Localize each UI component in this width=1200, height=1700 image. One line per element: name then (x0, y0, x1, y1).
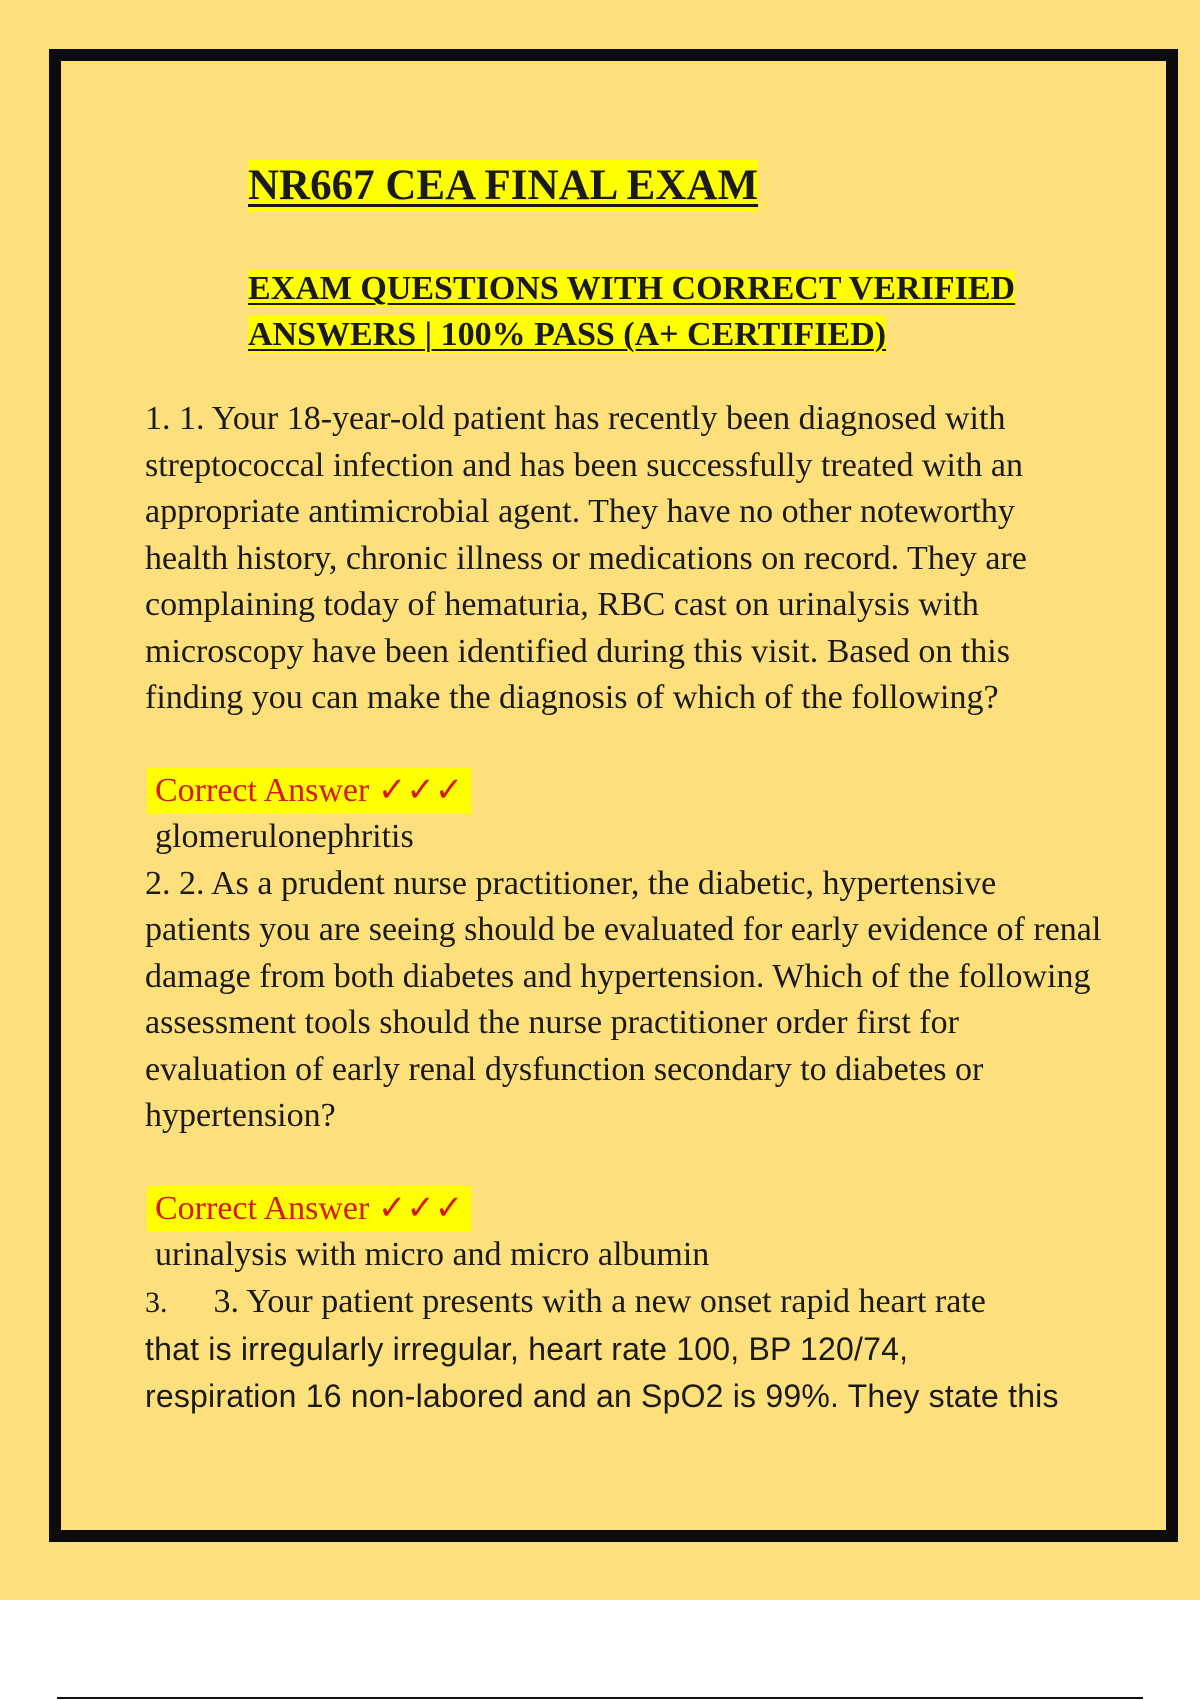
spacer (145, 722, 1105, 768)
question-3-number: 3. (145, 1285, 168, 1319)
question-3-line-3: respiration 16 non-labored and an SpO2 is 99%. They state this (145, 1377, 1059, 1414)
question-1-answer: glomerulonephritis (155, 818, 414, 855)
question-2-correct-answer-label: Correct Answer ✓✓✓ (147, 1186, 471, 1233)
exam-title: NR667 CEA FINAL EXAM (248, 160, 758, 212)
question-3 (145, 1279, 1105, 1420)
bottom-divider (57, 1697, 1143, 1699)
questions-content (145, 396, 1105, 1419)
question-1-text: 1. 1. Your 18-year-old patient has recently been diagnosed with streptococcal infection and has been successfully treated with an appropriate antimicrobial agent. They have no other noteworthy health history, chronic illness or medications on record. They are complaining today of hematuria, RBC cast on urinalysis with microscopy have been identified during this visit. Based on this finding you can make the diagnosis of which of the following? (145, 400, 1027, 716)
subtitle-line-1: EXAM QUESTIONS WITH CORRECT VERIFIED (248, 270, 1016, 307)
question-3-line-1-text: 3. Your patient presents with a new onset rapid heart rate (213, 1282, 986, 1320)
spacer (145, 1140, 1105, 1186)
question-3-line-1 (145, 1279, 1105, 1327)
exam-subtitle (248, 266, 1088, 358)
subtitle-line-2: ANSWERS | 100% PASS (A+ CERTIFIED) (248, 316, 887, 353)
question-1-correct-answer-label: Correct Answer ✓✓✓ (147, 768, 471, 815)
question-2-text: 2. 2. As a prudent nurse practitioner, the diabetic, hypertensive patients you are seeing should be evaluated for early evidence of renal damage from both diabetes and hypertension. Which of the following assessment tools should the nurse practitioner order first for evaluation of early renal dysfunction secondary to diabetes or hypertension? (145, 864, 1102, 1134)
question-3-line-2: that is irregularly irregular, heart rate 100, BP 120/74, (145, 1331, 909, 1367)
question-2-answer: urinalysis with micro and micro albumin (155, 1236, 710, 1273)
